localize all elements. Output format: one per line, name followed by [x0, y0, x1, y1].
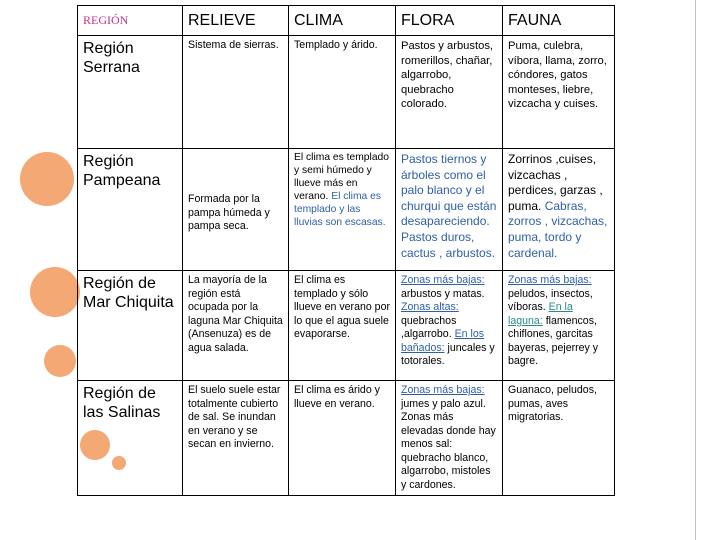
fauna-zone-label: En la laguna:	[508, 301, 573, 327]
relieve-cell	[183, 149, 289, 271]
flora-zone-label: Zonas más bajas:	[401, 384, 485, 396]
flora-zone-text: juncales y totorales.	[401, 341, 495, 368]
flora-zone-text: arbustos y matas.	[401, 287, 485, 300]
header-clima: CLIMA	[289, 6, 396, 36]
flora-zone-label: En los bañados:	[401, 328, 485, 354]
decorative-dot	[30, 267, 80, 317]
clima-text-a: El clima es templado y semi húmedo y llueve más en verano.	[294, 152, 389, 202]
fauna-cell	[503, 271, 615, 381]
decorative-dot	[20, 152, 74, 206]
region-name: Región de las Salinas	[78, 381, 183, 496]
fauna-text-a: Zorrinos ,cuises, vizcachas , perdices, garzas , puma.	[508, 152, 603, 213]
flora-text-b: Pastos duros, cactus , arbustos.	[401, 229, 496, 260]
table-row	[78, 381, 615, 496]
header-flora: FLORA	[396, 6, 503, 36]
flora-zone-label: Zonas altas:	[401, 301, 459, 314]
fauna-cell: Puma, culebra, víbora, llama, zorro, cóndores, gatos monteses, liebre, vizcacha y cuises.	[503, 36, 615, 149]
relieve-cell: La mayoría de la región está ocupada por la laguna Mar Chiquita (Ansenuza) es de agua salada.	[183, 271, 289, 381]
clima-cell: Templado y árido.	[289, 36, 396, 149]
relieve-text: Formada por la pampa húmeda y pampa seca.	[188, 193, 270, 233]
flora-cell	[396, 149, 503, 271]
region-name: Región de Mar Chiquita	[78, 271, 183, 381]
clima-cell: El clima es templado y sólo llueve en verano por lo que el agua suele evaporarse.	[289, 271, 396, 381]
header-row	[78, 6, 615, 36]
fauna-zone-text: flamencos, chiflones, garcitas bayeras, pejerrey y bagre.	[508, 314, 599, 368]
flora-zone-label: Zonas más bajas:	[401, 274, 485, 286]
regions-table	[77, 5, 615, 496]
clima-cell: El clima es árido y llueve en verano.	[289, 381, 396, 496]
relieve-cell: Sistema de sierras.	[183, 36, 289, 149]
region-name: Región Pampeana	[78, 149, 183, 271]
header-region: REGIÓN	[78, 6, 183, 36]
fauna-zone-text: peludos, insectos, víboras.	[508, 287, 593, 314]
clima-cell	[289, 149, 396, 271]
table-row	[78, 271, 615, 381]
fauna-cell	[503, 149, 615, 271]
flora-cell: Pastos y arbustos, romerillos, chañar, algarrobo, quebracho colorado.	[396, 36, 503, 149]
flora-cell	[396, 381, 503, 496]
flora-zone-text: quebrachos ,algarrobo.	[401, 314, 457, 341]
decorative-dot	[44, 345, 76, 377]
table-row	[78, 36, 615, 149]
fauna-text-b: Cabras, zorros , vizcachas, puma, tordo y cardenal.	[508, 198, 608, 260]
fauna-zone-label: Zonas más bajas:	[508, 274, 592, 286]
header-relieve: RELIEVE	[183, 6, 289, 36]
table-row	[78, 149, 615, 271]
flora-text-a: Pastos tiernos y árboles como el palo blanco y el churqui que están desapareciendo.	[401, 152, 497, 229]
flora-cell	[396, 271, 503, 381]
flora-zone-text: jumes y palo azul. Zonas más elevadas donde hay menos sal: quebracho blanco, algarrobo, mistoles y cardones.	[401, 397, 496, 491]
relieve-cell: El suelo suele estar totalmente cubierto de sal. Se inundan en verano y se secan en invierno.	[183, 381, 289, 496]
right-divider-line	[695, 0, 696, 540]
header-fauna: FAUNA	[503, 6, 615, 36]
region-name: Región Serrana	[78, 36, 183, 149]
clima-text-b: El clima es templado y las lluvias son escasas.	[294, 190, 386, 228]
fauna-cell: Guanaco, peludos, pumas, aves migratorias.	[503, 381, 615, 496]
